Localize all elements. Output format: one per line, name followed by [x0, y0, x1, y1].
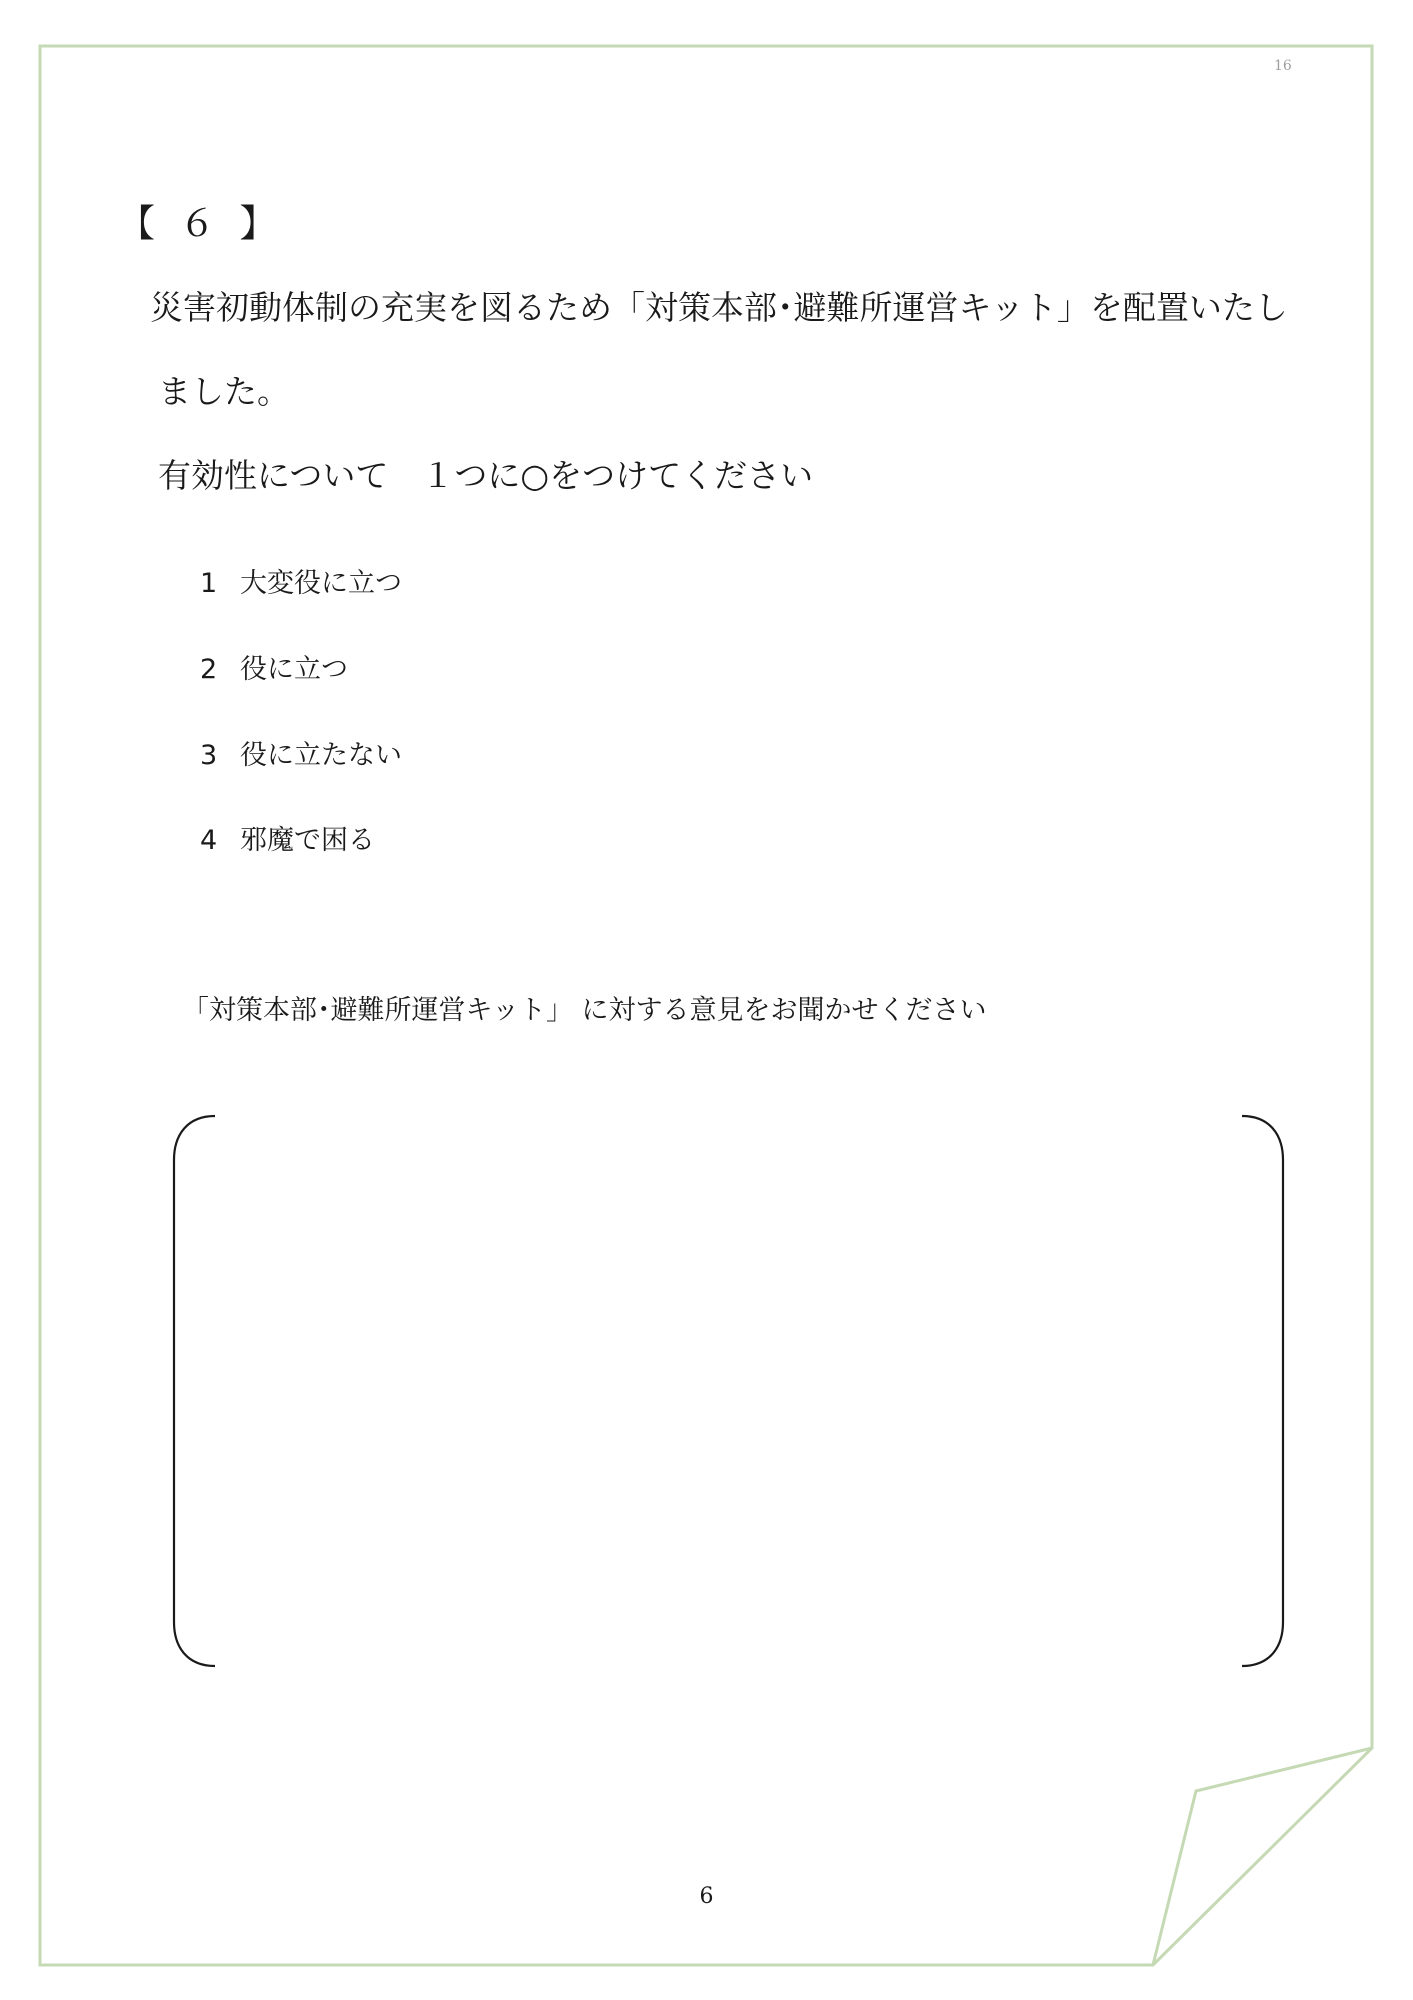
option-obstructive[interactable]: [200, 818, 375, 857]
page-number: 6: [699, 1884, 714, 1909]
option-number: 3: [200, 740, 218, 771]
option-number: 4: [200, 825, 218, 856]
question-intro-line-1: 災害初動体制の充実を図るため「対策本部･避難所運営キット」を配置いたし: [150, 288, 1288, 327]
corner-page-number: 16: [1274, 58, 1292, 74]
option-label: 邪魔で困る: [240, 825, 375, 856]
opinion-prompt: 「対策本部･避難所運営キット」 に対する意見をお聞かせください: [182, 995, 987, 1026]
option-number: 2: [200, 654, 218, 685]
opinion-answer-area[interactable]: [190, 1125, 1265, 1655]
option-number: 1: [200, 568, 218, 599]
option-label: 役に立たない: [240, 740, 402, 771]
section-heading: 【 ６ 】: [118, 202, 283, 245]
option-label: 役に立つ: [240, 654, 348, 685]
question-intro-line-2: ました。: [158, 372, 290, 411]
question-instruction: 有効性について １つに○をつけてください: [158, 456, 814, 495]
option-useful[interactable]: [200, 647, 348, 686]
option-very-useful[interactable]: [200, 561, 402, 600]
option-not-useful[interactable]: [200, 733, 402, 772]
option-label: 大変役に立つ: [240, 568, 402, 599]
